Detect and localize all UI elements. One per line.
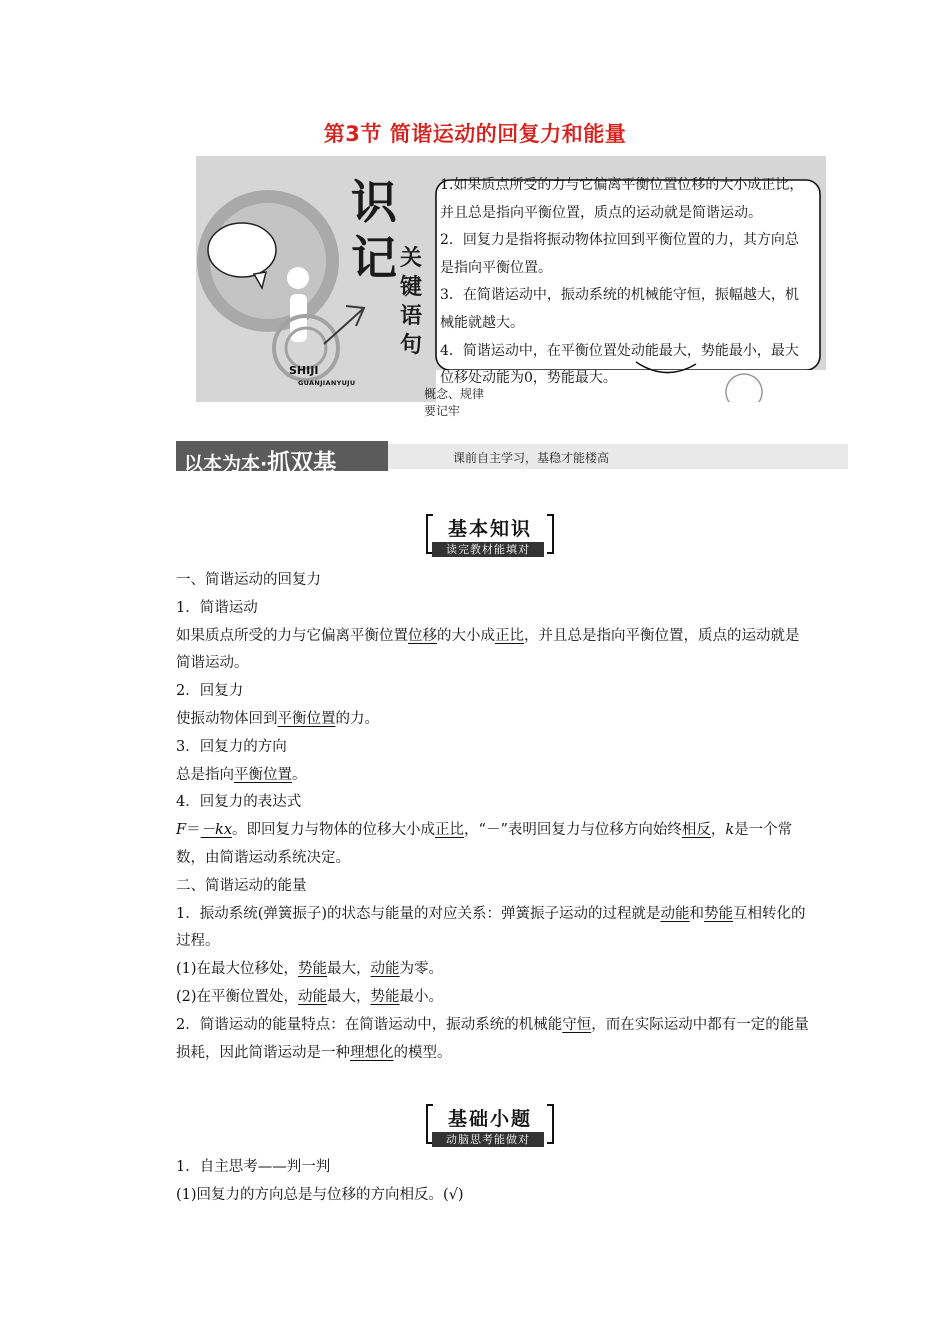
subheading: 4．回复力的表达式 [176, 794, 302, 811]
paragraph [146, 956, 810, 984]
text: 和 [689, 905, 705, 922]
fill-answer: 动能 [370, 961, 400, 978]
figure-head [287, 267, 309, 289]
text: 1．振动系统(弹簧振子)的状态与能量的对应关系：弹簧振子运动的过程就是 [176, 905, 661, 922]
subheading: 2．回复力 [176, 683, 244, 700]
speech-bubble [208, 223, 276, 277]
subheading: 1．简谐运动 [176, 599, 258, 616]
text: (2)在平衡位置处， [176, 988, 299, 1005]
tag-basic-knowledge [426, 514, 554, 560]
fill-answer: －kx [200, 822, 233, 839]
key-point: 1.如果质点所受的力与它偏离平衡位置位移的大小成正比，并且总是指向平衡位置，质点的运动就是简谐运动。 [440, 177, 804, 221]
text: 最大， [327, 988, 371, 1005]
basic-knowledge-section [146, 567, 810, 1067]
text: ，并且总是指向平衡位置，质点的运动就是简谐运动。 [176, 627, 800, 672]
subheading: 3．回复力的方向 [176, 738, 287, 755]
text: 。即回复力与物体的位移大小成 [232, 822, 436, 839]
text: 的模型。 [393, 1044, 452, 1061]
page-title: 第3节 简谐运动的回复力和能量 [323, 122, 627, 146]
question-heading: 1．自主思考——判一判 [176, 1159, 331, 1175]
fill-answer: 动能 [660, 905, 690, 922]
text: 使振动物体回到 [176, 710, 278, 727]
question-item: (1)回复力的方向总是与位移的方向相反。(√) [176, 1186, 464, 1203]
fill-answer: 正比 [495, 627, 524, 644]
section-header-title [184, 444, 336, 477]
heading: 一、简谐运动的回复力 [176, 572, 321, 588]
tag-main-text: 基本知识 [447, 518, 532, 540]
brand-text: SHIJI [289, 364, 319, 377]
paragraph [146, 817, 810, 873]
basic-questions-section [146, 1154, 810, 1210]
fill-answer: 势能 [370, 988, 400, 1005]
fill-answer: 守恒 [562, 1016, 592, 1033]
text: ，“－”表明回复力与位移方向始终 [464, 822, 682, 839]
fill-answer: 势能 [704, 905, 734, 922]
bubble-line: 要记牢 [424, 404, 461, 418]
text: 如果质点所受的力与它偏离平衡位置 [176, 627, 408, 644]
fill-answer: 相反 [681, 822, 711, 839]
formula-symbol: k [725, 822, 735, 839]
text: ＝ [186, 822, 201, 839]
fill-answer: 位移 [408, 627, 437, 644]
tag-basic-questions [426, 1104, 554, 1150]
text: ，而在实际运动中都有一定的能量损耗，因此简谐运动是一种 [176, 1016, 809, 1061]
section-title-strong: 抓双基 [267, 450, 337, 476]
fill-answer: 动能 [298, 988, 328, 1005]
paragraph [146, 1012, 810, 1068]
big-char-shi: 识 [351, 175, 397, 229]
text: 最大， [327, 961, 371, 978]
tag-sub-text: 读完教材能填对 [432, 542, 544, 557]
key-point: 4．简谐运动中，在平衡位置处动能最大，势能最小，最大位移处动能为0，势能最大。 [440, 342, 799, 387]
banner-edge [826, 156, 830, 402]
text: 互相转化的过程。 [176, 905, 806, 950]
side-chars-guanjianyuju: 关键语句 [399, 246, 422, 358]
tag-main-text: 基础小题 [447, 1108, 532, 1130]
paragraph [146, 901, 810, 957]
key-point: 3．在简谐运动中，振动系统的机械能守恒，振幅越大，机械能就越大。 [440, 287, 799, 331]
text: ， [710, 822, 726, 839]
section-title-part: 以本为本· [184, 453, 268, 475]
text: 。 [292, 766, 307, 783]
key-points-list [440, 172, 812, 393]
text: 最小。 [399, 988, 444, 1005]
text: 为零。 [399, 961, 444, 978]
paragraph [146, 762, 810, 790]
text: 总是指向 [176, 766, 234, 783]
text: 的大小成 [437, 627, 495, 644]
fill-answer: 正比 [435, 822, 465, 839]
text: (1)在最大位移处， [176, 961, 299, 978]
section-header-bar [176, 441, 848, 476]
fill-answer: 理想化 [350, 1044, 394, 1061]
heading: 二、简谐运动的能量 [176, 877, 307, 894]
bubble-line: 概念、规律 [424, 387, 485, 401]
section-header-subtitle: 课前自主学习，基稳才能楼高 [453, 451, 610, 465]
fill-answer: 平衡位置 [234, 766, 292, 783]
fill-answer: 势能 [298, 961, 328, 978]
key-point: 2．回复力是指将振动物体拉回到平衡位置的力，其方向总是指向平衡位置。 [440, 232, 799, 276]
brand-subtext: GUANJIANYUJU [298, 379, 356, 387]
formula-symbol: F [176, 822, 187, 839]
tag-sub-text: 动脑思考能做对 [432, 1132, 544, 1147]
text: 2．简谐运动的能量特点：在简谐运动中，振动系统的机械能 [176, 1016, 563, 1033]
fill-answer: 平衡位置 [277, 710, 336, 727]
paragraph [146, 623, 810, 679]
text: 的力。 [335, 710, 379, 727]
big-char-ji: 记 [351, 231, 397, 285]
text: 是一个常数，由简谐运动系统决定。 [176, 822, 793, 866]
paragraph [146, 706, 810, 734]
paragraph [146, 984, 810, 1012]
